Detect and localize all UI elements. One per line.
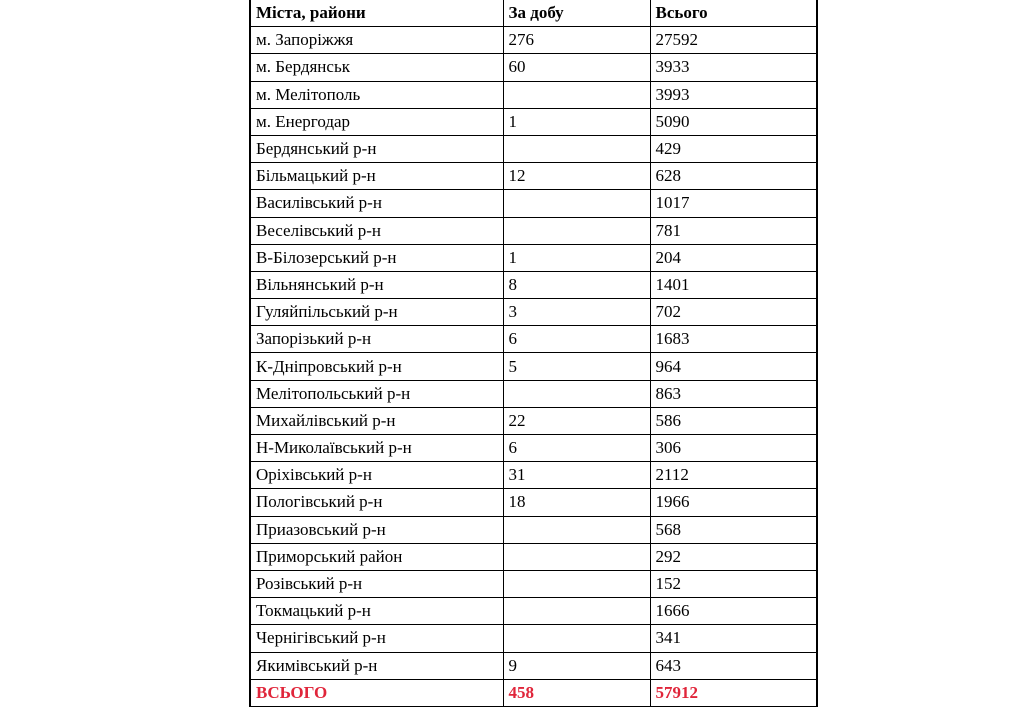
table-row — [250, 27, 817, 54]
total-cell: 341 — [650, 625, 817, 652]
total-cell: 3933 — [650, 54, 817, 81]
district-name-cell: Приморський район — [250, 543, 503, 570]
per-day-cell: 5 — [503, 353, 650, 380]
district-name-cell: Пологівський р-н — [250, 489, 503, 516]
total-cell: 3993 — [650, 81, 817, 108]
per-day-cell — [503, 570, 650, 597]
header-cities: Міста, райони — [250, 0, 503, 27]
table-row — [250, 625, 817, 652]
per-day-cell — [503, 217, 650, 244]
total-cell: 429 — [650, 135, 817, 162]
per-day-cell — [503, 380, 650, 407]
total-cell: 292 — [650, 543, 817, 570]
per-day-cell: 8 — [503, 271, 650, 298]
table-row — [250, 54, 817, 81]
table-row — [250, 190, 817, 217]
cases-table — [249, 0, 818, 707]
district-name-cell: Розівський р-н — [250, 570, 503, 597]
header-per-day: За добу — [503, 0, 650, 27]
total-cell: 1666 — [650, 598, 817, 625]
total-cell: 863 — [650, 380, 817, 407]
district-name-cell: В-Білозерський р-н — [250, 244, 503, 271]
per-day-cell — [503, 516, 650, 543]
table-header-row — [250, 0, 817, 27]
total-cell: 1683 — [650, 326, 817, 353]
table-row — [250, 462, 817, 489]
table-row — [250, 326, 817, 353]
table-row — [250, 81, 817, 108]
per-day-cell: 6 — [503, 435, 650, 462]
district-name-cell: Мелітопольський р-н — [250, 380, 503, 407]
total-cell: 781 — [650, 217, 817, 244]
per-day-cell: 1 — [503, 244, 650, 271]
table-row — [250, 407, 817, 434]
per-day-cell: 12 — [503, 163, 650, 190]
table-row — [250, 353, 817, 380]
total-cell: 1966 — [650, 489, 817, 516]
district-name-cell: Василівський р-н — [250, 190, 503, 217]
total-cell: 204 — [650, 244, 817, 271]
table-row — [250, 108, 817, 135]
district-name-cell: Чернігівський р-н — [250, 625, 503, 652]
total-per-day: 458 — [503, 679, 650, 706]
total-cell: 643 — [650, 652, 817, 679]
per-day-cell: 22 — [503, 407, 650, 434]
table-row — [250, 435, 817, 462]
total-cell: 1017 — [650, 190, 817, 217]
total-cell: 152 — [650, 570, 817, 597]
per-day-cell: 31 — [503, 462, 650, 489]
table-row — [250, 271, 817, 298]
total-cell: 2112 — [650, 462, 817, 489]
district-name-cell: Якимівський р-н — [250, 652, 503, 679]
table-row — [250, 543, 817, 570]
per-day-cell — [503, 598, 650, 625]
total-cell: 5090 — [650, 108, 817, 135]
table-row — [250, 598, 817, 625]
district-name-cell: м. Запоріжжя — [250, 27, 503, 54]
district-name-cell: Михайлівський р-н — [250, 407, 503, 434]
per-day-cell: 6 — [503, 326, 650, 353]
district-name-cell: Більмацький р-н — [250, 163, 503, 190]
total-cell: 628 — [650, 163, 817, 190]
total-label: ВСЬОГО — [250, 679, 503, 706]
district-name-cell: Вільнянський р-н — [250, 271, 503, 298]
district-name-cell: Токмацький р-н — [250, 598, 503, 625]
total-cell: 586 — [650, 407, 817, 434]
district-name-cell: Гуляйпільський р-н — [250, 299, 503, 326]
per-day-cell: 60 — [503, 54, 650, 81]
district-name-cell: м. Мелітополь — [250, 81, 503, 108]
district-name-cell: м. Бердянськ — [250, 54, 503, 81]
district-name-cell: Оріхівський р-н — [250, 462, 503, 489]
per-day-cell: 3 — [503, 299, 650, 326]
per-day-cell — [503, 625, 650, 652]
per-day-cell: 9 — [503, 652, 650, 679]
table-row — [250, 652, 817, 679]
district-name-cell: К-Дніпровський р-н — [250, 353, 503, 380]
table-row — [250, 570, 817, 597]
table-row — [250, 217, 817, 244]
total-overall: 57912 — [650, 679, 817, 706]
cases-table-sheet — [249, 0, 816, 702]
per-day-cell — [503, 543, 650, 570]
district-name-cell: Н-Миколаївський р-н — [250, 435, 503, 462]
total-cell: 1401 — [650, 271, 817, 298]
district-name-cell: Бердянський р-н — [250, 135, 503, 162]
table-row — [250, 299, 817, 326]
district-name-cell: Веселівський р-н — [250, 217, 503, 244]
total-cell: 964 — [650, 353, 817, 380]
table-row — [250, 380, 817, 407]
table-row — [250, 163, 817, 190]
table-row — [250, 244, 817, 271]
table-total-row — [250, 679, 817, 706]
per-day-cell: 18 — [503, 489, 650, 516]
per-day-cell — [503, 81, 650, 108]
per-day-cell: 1 — [503, 108, 650, 135]
district-name-cell: м. Енергодар — [250, 108, 503, 135]
per-day-cell — [503, 135, 650, 162]
per-day-cell — [503, 190, 650, 217]
district-name-cell: Запорізький р-н — [250, 326, 503, 353]
per-day-cell: 276 — [503, 27, 650, 54]
total-cell: 568 — [650, 516, 817, 543]
header-total: Всього — [650, 0, 817, 27]
total-cell: 306 — [650, 435, 817, 462]
table-row — [250, 516, 817, 543]
district-name-cell: Приазовський р-н — [250, 516, 503, 543]
table-row — [250, 489, 817, 516]
table-row — [250, 135, 817, 162]
total-cell: 27592 — [650, 27, 817, 54]
total-cell: 702 — [650, 299, 817, 326]
